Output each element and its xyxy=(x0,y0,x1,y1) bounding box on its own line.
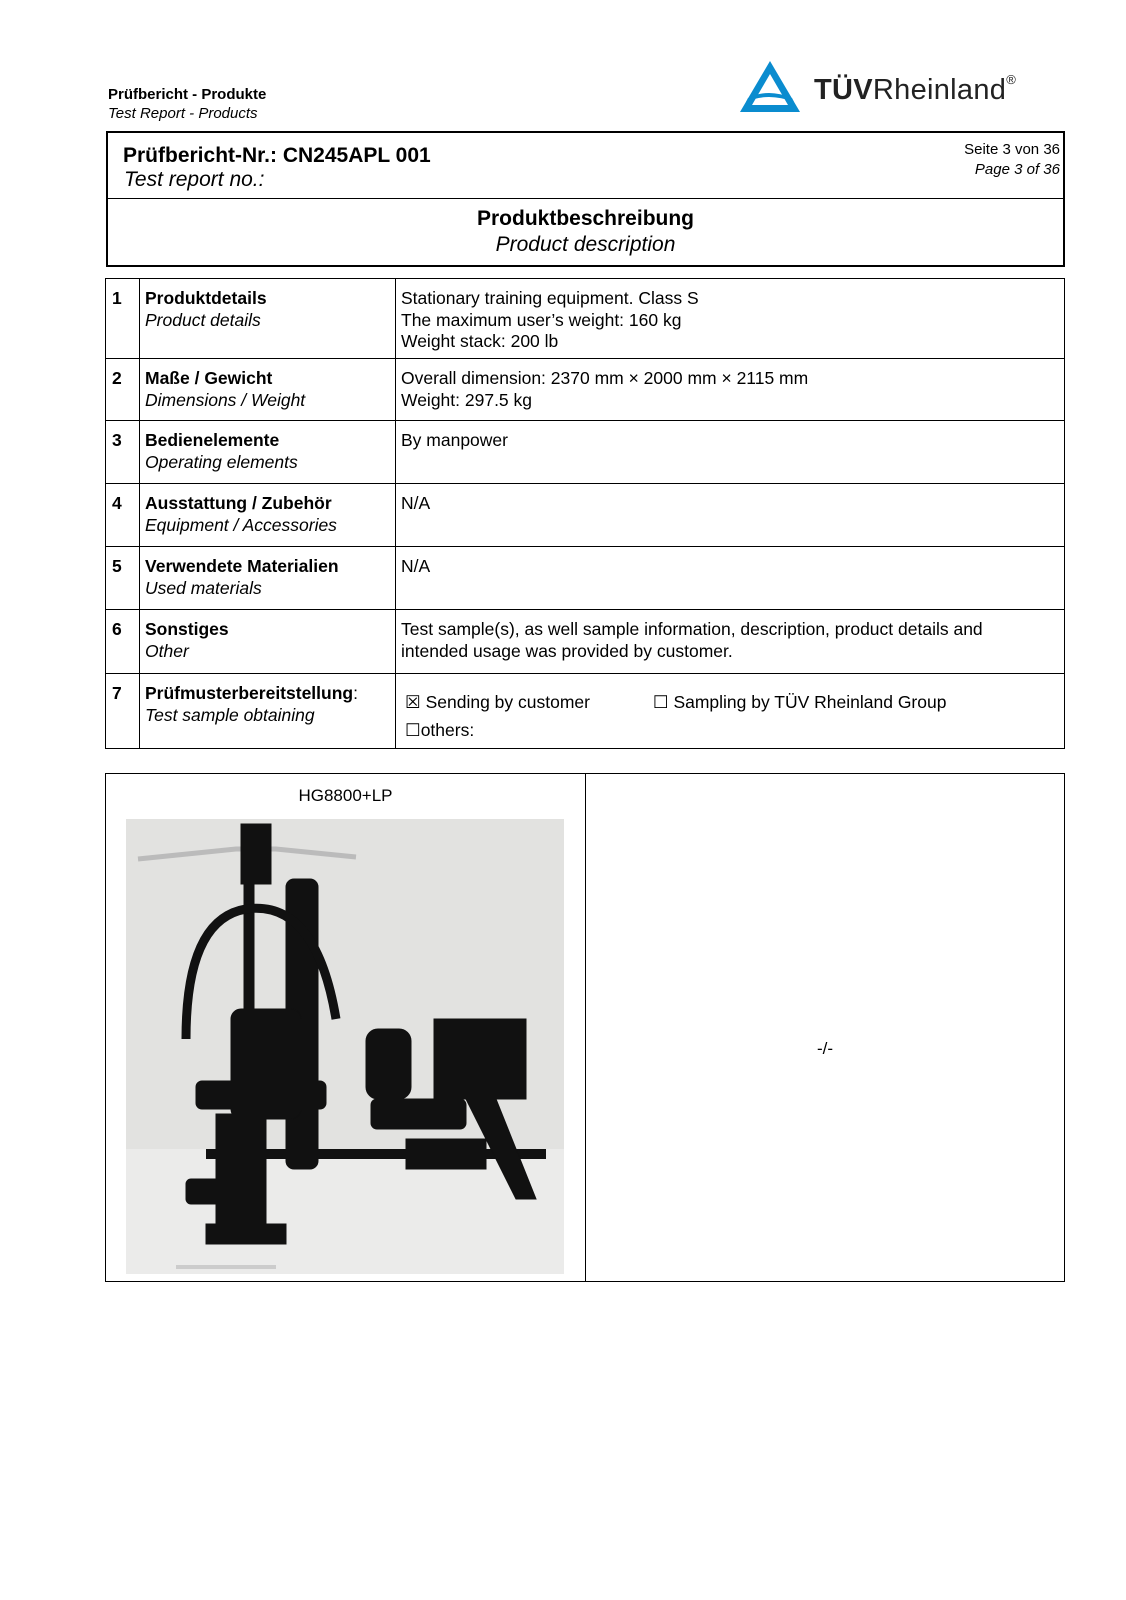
unchecked-box-icon: ☐ xyxy=(405,720,421,740)
label-de: Prüfmusterbereitstellung xyxy=(145,683,354,703)
product-description-table xyxy=(105,278,1065,749)
table-row xyxy=(106,674,1065,749)
label-de: Produktdetails xyxy=(145,288,267,308)
row-number: 4 xyxy=(106,484,140,547)
value: Weight stack: 200 lb xyxy=(401,331,559,351)
registered-mark: ® xyxy=(1006,72,1017,87)
header-title-de: Prüfbericht - Produkte xyxy=(108,86,267,103)
report-number: Prüfbericht-Nr.: CN245APL 001 xyxy=(123,144,431,167)
label-en: Product details xyxy=(145,309,261,330)
table-row xyxy=(106,359,1065,421)
option-label: Sampling by TÜV Rheinland Group xyxy=(673,692,947,712)
divider xyxy=(108,198,1063,199)
tuv-rheinland-logo xyxy=(738,58,1048,116)
report-header-box xyxy=(106,131,1065,267)
value: Test sample(s), as well sample information, description, product details and xyxy=(401,619,983,639)
product-photo xyxy=(126,819,564,1274)
product-photo-table xyxy=(105,773,1065,1282)
table-row xyxy=(106,547,1065,610)
label-en: Test sample obtaining xyxy=(145,704,315,725)
tuv-triangle-icon xyxy=(738,58,802,116)
table-row xyxy=(106,484,1065,547)
checkbox-others[interactable] xyxy=(405,716,1059,744)
label-de: Maße / Gewicht xyxy=(145,368,273,388)
report-number-en: Test report no.: xyxy=(124,168,265,191)
table-row xyxy=(106,279,1065,359)
row-number: 6 xyxy=(106,610,140,674)
unchecked-box-icon: ☐ xyxy=(652,692,669,712)
page-number-de: Seite 3 von 36 xyxy=(964,141,1060,158)
row-number: 3 xyxy=(106,421,140,484)
section-title-de: Produktbeschreibung xyxy=(476,207,695,230)
value: By manpower xyxy=(401,430,508,450)
option-label: others: xyxy=(420,720,475,740)
row-number: 1 xyxy=(106,279,140,359)
row-number: 5 xyxy=(106,547,140,610)
value: Overall dimension: 2370 mm × 2000 mm × 2115 mm xyxy=(401,368,809,388)
right-cell-placeholder: -/- xyxy=(816,1039,834,1058)
row-number: 7 xyxy=(106,674,140,749)
header-title-en: Test Report - Products xyxy=(108,105,258,122)
value: intended usage was provided by customer. xyxy=(401,640,733,661)
checked-box-icon: ☒ xyxy=(405,692,421,712)
label-en: Dimensions / Weight xyxy=(145,389,306,410)
value: N/A xyxy=(401,493,431,513)
checkbox-sampling-by-tuv[interactable] xyxy=(653,692,947,712)
label-de: Bedienelemente xyxy=(145,430,280,450)
label-de: Sonstiges xyxy=(145,619,229,639)
section-title-en: Product description xyxy=(495,233,676,256)
table-row xyxy=(106,610,1065,674)
page-number-en: Page 3 of 36 xyxy=(974,161,1060,178)
label-en: Other xyxy=(145,640,189,661)
model-name: HG8800+LP xyxy=(298,786,393,805)
value: Weight: 297.5 kg xyxy=(401,389,533,410)
logo-text: Rheinland xyxy=(872,74,1007,106)
label-en: Equipment / Accessories xyxy=(145,514,337,535)
logo-text-bold: TÜV xyxy=(814,74,873,106)
checkbox-sending-by-customer[interactable] xyxy=(405,692,590,712)
value: Stationary training equipment. Class S xyxy=(401,288,699,308)
label-en: Used materials xyxy=(145,577,262,598)
value: The maximum user’s weight: 160 kg xyxy=(401,309,682,330)
label-de: Verwendete Materialien xyxy=(145,556,339,576)
label-de: Ausstattung / Zubehör xyxy=(145,493,332,513)
label-suffix: : xyxy=(353,683,358,703)
row-number: 2 xyxy=(106,359,140,421)
table-row xyxy=(106,421,1065,484)
option-label: Sending by customer xyxy=(425,692,590,712)
label-en: Operating elements xyxy=(145,451,298,472)
value: N/A xyxy=(401,556,431,576)
